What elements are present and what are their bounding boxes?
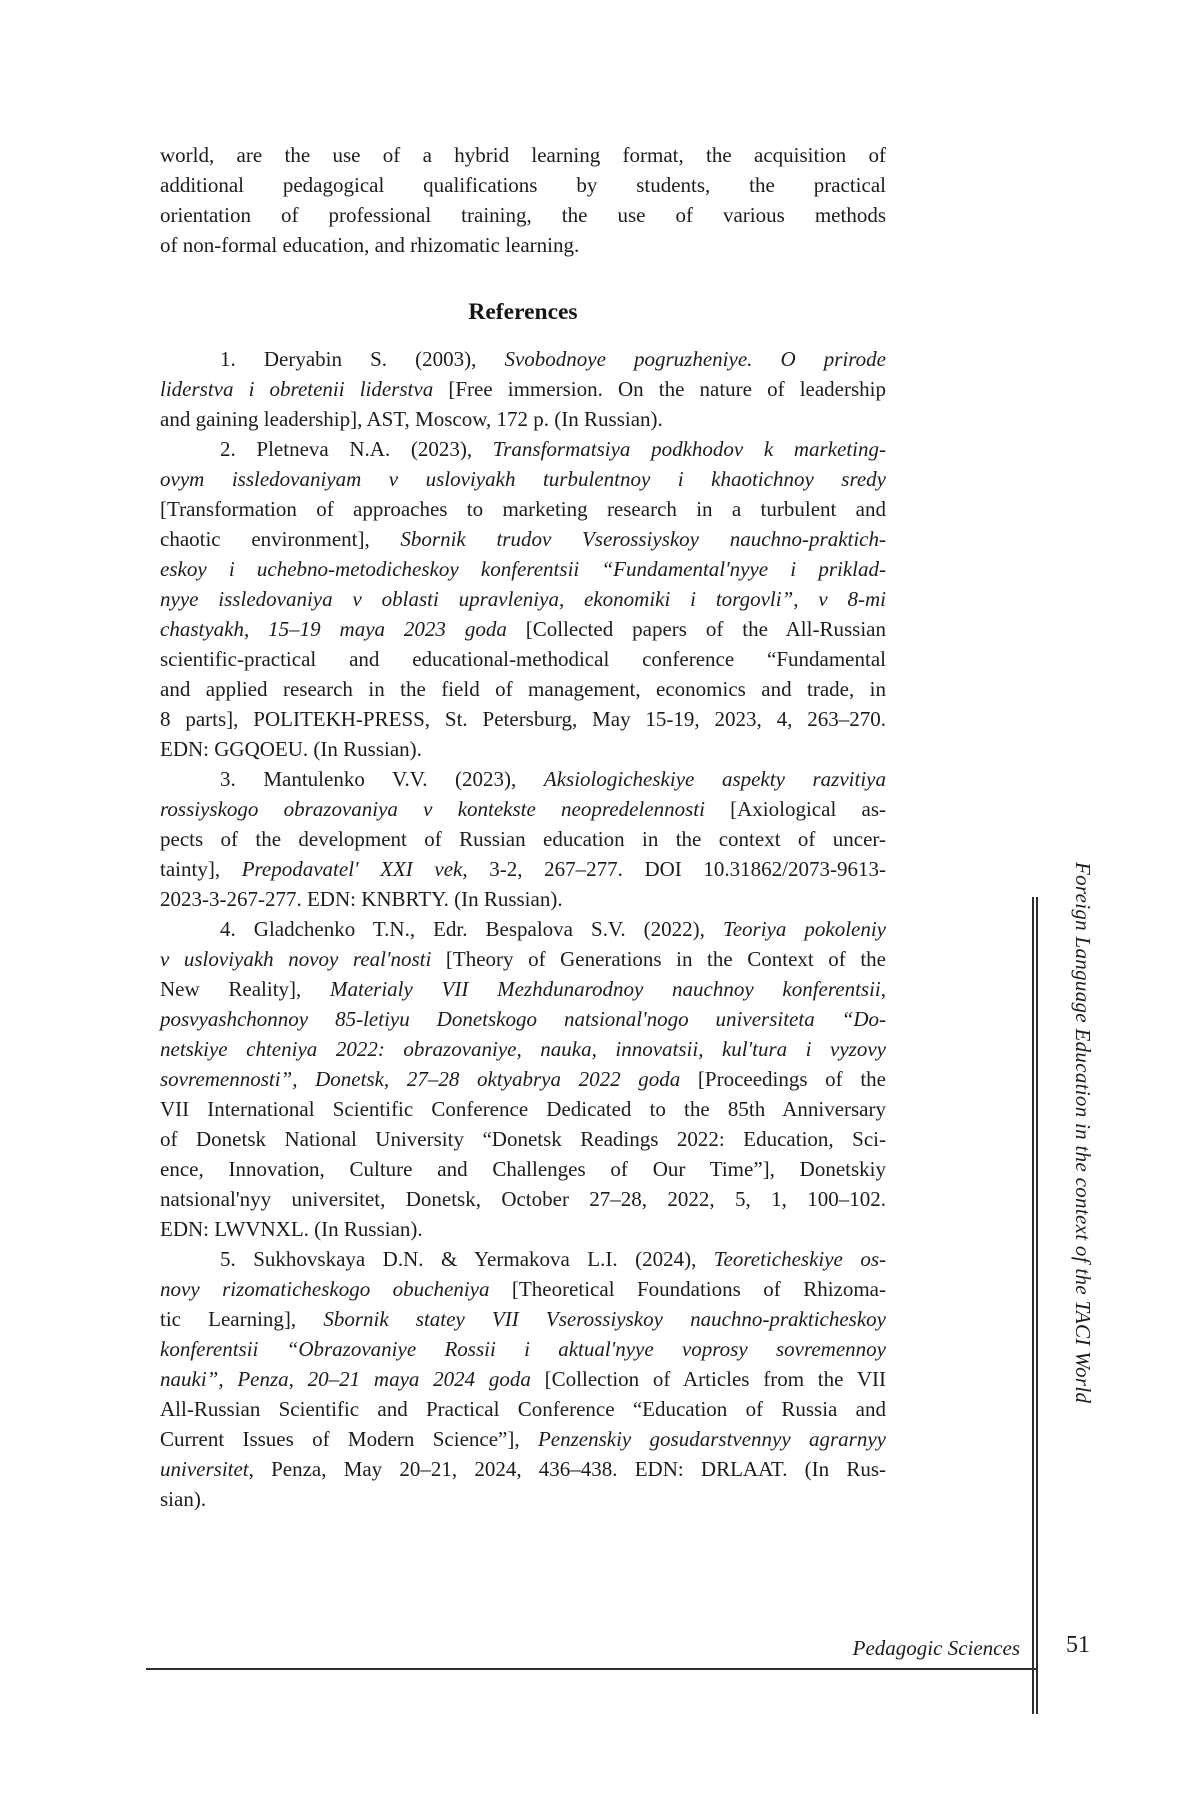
- text-line: EDN: LWVNXL. (In Russian).: [160, 1217, 423, 1241]
- text-line: pects of the development of Russian education in the context of uncer-: [160, 827, 886, 851]
- reference-item: [160, 764, 886, 914]
- text-line: konferentsii “Obrazovaniye Rossii i aktual'nyye voprosy sovremennoy: [160, 1337, 886, 1361]
- text-line: liderstva i obretenii liderstva [Free immersion. On the nature of leadership: [160, 377, 887, 401]
- text-line: novy rizomaticheskogo obucheniya [Theoretical Foundations of Rhizoma-: [160, 1277, 887, 1301]
- text-line: [Transformation of approaches to marketing research in a turbulent and: [160, 497, 886, 521]
- references-heading: References: [468, 299, 578, 325]
- text-line: nauki”, Penza, 20–21 maya 2024 goda [Collection of Articles from the VII: [160, 1367, 886, 1391]
- text-line: Current Issues of Modern Science”], Penzenskiy gosudarstvennyy agrarnyy: [160, 1427, 886, 1451]
- text-line: additional pedagogical qualifications by students, the practical: [160, 173, 886, 197]
- text-line: chastyakh, 15–19 maya 2023 goda [Collected papers of the All-Russian: [160, 617, 886, 641]
- text-line: chaotic environment], Sbornik trudov Vserossiyskoy nauchno-praktich-: [160, 527, 886, 551]
- text-line: 1. Deryabin S. (2003), Svobodnoye pogruzheniye. O prirode: [220, 347, 886, 371]
- text-line: tic Learning], Sbornik statey VII Vserossiyskoy nauchno-prakticheskoy: [160, 1307, 886, 1331]
- text-line: v usloviyakh novoy real'nosti [Theory of Generations in the Context of the: [160, 947, 886, 971]
- text-line: of non-formal education, and rhizomatic learning.: [160, 233, 580, 257]
- text-line: VII International Scientific Conference Dedicated to the 85th Anniversary: [160, 1097, 886, 1121]
- text-line: and gaining leadership], AST, Moscow, 172 p. (In Russian).: [160, 407, 663, 431]
- text-line: ence, Innovation, Culture and Challenges of Our Time”], Donetskiy: [160, 1157, 886, 1181]
- references-list: [160, 344, 886, 1514]
- text-line: of Donetsk National University “Donetsk Readings 2022: Education, Sci-: [160, 1127, 886, 1151]
- text-line: 3. Mantulenko V.V. (2023), Aksiologicheskiye aspekty razvitiya: [220, 767, 886, 791]
- text-line: All-Russian Scientific and Practical Conference “Education of Russia and: [160, 1397, 886, 1421]
- text-line: nyye issledovaniya v oblasti upravleniya, ekonomiki i torgovli”, v 8-mi: [160, 587, 886, 611]
- sidebar-title: Foreign Language Education in the context of the TACI World: [1071, 862, 1095, 1404]
- footer-rule: [146, 1668, 1038, 1670]
- text-line: scientific-practical and educational-methodical conference “Fundamental: [160, 647, 886, 671]
- reference-item: [160, 914, 886, 1244]
- text-line: 5. Sukhovskaya D.N. & Yermakova L.I. (2024), Teoreticheskiye os-: [220, 1247, 886, 1271]
- sidebar-rule: [1032, 897, 1038, 1714]
- text-line: 2023-3-267-277. EDN: KNBRTY. (In Russian).: [160, 887, 563, 911]
- text-line: sovremennosti”, Donetsk, 27–28 oktyabrya 2022 goda [Proceedings of the: [160, 1067, 886, 1091]
- reference-item: [160, 344, 886, 434]
- intro-paragraph: [160, 140, 886, 260]
- text-line: ovym issledovaniyam v usloviyakh turbulentnoy i khaotichnoy sredy: [160, 467, 886, 491]
- text-line: rossiyskogo obrazovaniya v kontekste neopredelennosti [Axiological as-: [160, 797, 886, 821]
- text-line: eskoy i uchebno-metodicheskoy konferentsii “Fundamental'nyye i priklad-: [160, 557, 886, 581]
- text-line: tainty], Prepodavatel' XXI vek, 3-2, 267–277. DOI 10.31862/2073-9613-: [160, 857, 886, 881]
- text-line: universitet, Penza, May 20–21, 2024, 436–438. EDN: DRLAAT. (In Rus-: [160, 1457, 886, 1481]
- text-block: [160, 140, 886, 1514]
- text-line: world, are the use of a hybrid learning format, the acquisition of: [160, 143, 886, 167]
- text-line: sian).: [160, 1487, 207, 1511]
- text-line: netskiye chteniya 2022: obrazovaniye, nauka, innovatsii, kul'tura i vyzovy: [160, 1037, 886, 1061]
- reference-item: [160, 1244, 886, 1514]
- text-line: and applied research in the field of management, economics and trade, in: [160, 677, 886, 701]
- text-line: 2. Pletneva N.A. (2023), Transformatsiya podkhodov k marketing-: [220, 437, 886, 461]
- reference-item: [160, 434, 886, 764]
- page-number: 51: [1066, 1632, 1090, 1658]
- text-line: New Reality], Materialy VII Mezhdunarodnoy nauchnoy konferentsii,: [160, 977, 886, 1001]
- text-line: posvyashchonnoy 85-letiyu Donetskogo natsional'nogo universiteta “Do-: [160, 1007, 886, 1031]
- text-line: EDN: GGQOEU. (In Russian).: [160, 737, 422, 761]
- text-line: 4. Gladchenko T.N., Edr. Bespalova S.V. (2022), Teoriya pokoleniy: [220, 917, 887, 941]
- text-line: orientation of professional training, the use of various methods: [160, 203, 886, 227]
- text-line: natsional'nyy universitet, Donetsk, October 27–28, 2022, 5, 1, 100–102.: [160, 1187, 886, 1211]
- text-line: 8 parts], POLITEKH-PRESS, St. Petersburg, May 15-19, 2023, 4, 263–270.: [160, 707, 886, 731]
- journal-section-label: Pedagogic Sciences: [852, 1636, 1020, 1660]
